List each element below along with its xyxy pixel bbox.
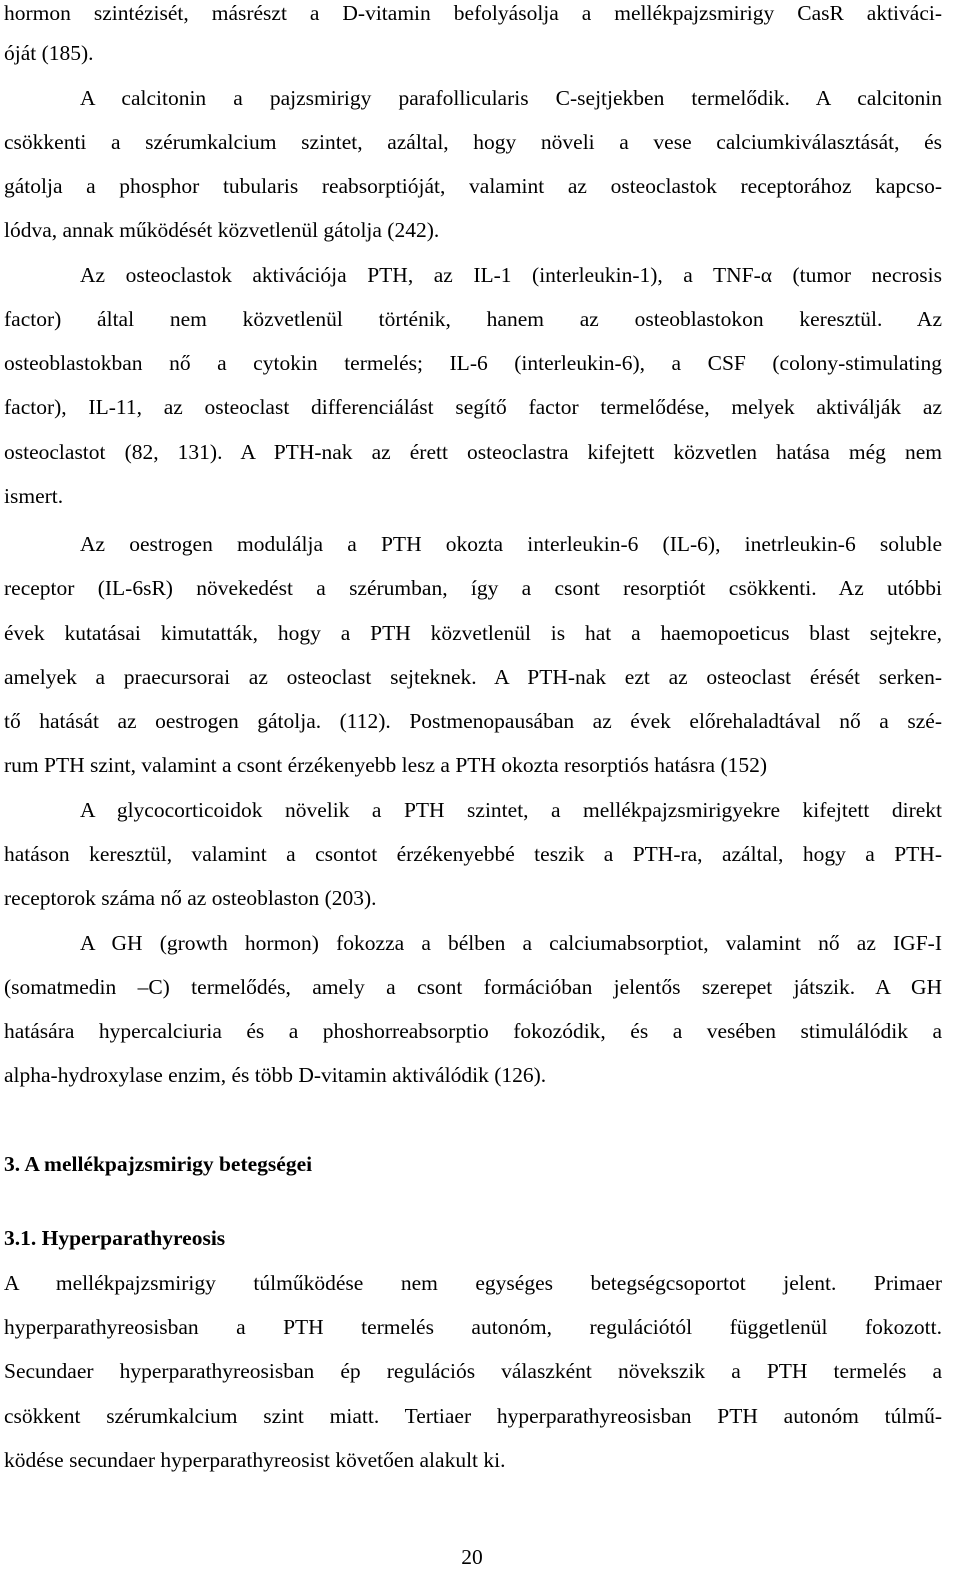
text-line: A mellékpajzsmirigy túlműködése nem egységes betegségcsoportot jelent. Primaer [4, 1271, 942, 1295]
text-line: A glycocorticoidok növelik a PTH szintet, a mellékpajzsmirigyekre kifejtett direkt [80, 798, 942, 822]
text-line: Az osteoclastok aktivációja PTH, az IL-1 (interleukin-1), a TNF-α (tumor necrosis [80, 263, 942, 287]
text-line: amelyek a praecursorai az osteoclast sejteknek. A PTH-nak ezt az osteoclast érését serken- [4, 665, 942, 689]
text-line: ködése secundaer hyperparathyreosist követően alakult ki. [4, 1448, 506, 1472]
text-line: lódva, annak működését közvetlenül gátolja (242). [4, 218, 440, 242]
text-line: hyperparathyreosisban a PTH termelés autonóm, regulációtól függetlenül fokozott. [4, 1315, 942, 1339]
text-line: csökkent szérumkalcium szint miatt. Tertiaer hyperparathyreosisban PTH autonóm túlmű- [4, 1404, 942, 1428]
text-line: factor) által nem közvetlenül történik, hanem az osteoblastokon keresztül. Az [4, 307, 942, 331]
text-line: factor), IL-11, az osteoclast differenciálást segítő factor termelődése, melyek aktiválják az [4, 395, 942, 419]
text-line: osteoclastot (82, 131). A PTH-nak az érett osteoclastra kifejtett közvetlen hatása még nem [4, 440, 942, 464]
text-line: ismert. [4, 484, 64, 508]
text-line: csökkenti a szérumkalcium szintet, azáltal, hogy növeli a vese calciumkiválasztását, és [4, 130, 942, 154]
page-number: 20 [461, 1545, 483, 1569]
text-line: alpha-hydroxylase enzim, és több D-vitamin aktiválódik (126). [4, 1063, 547, 1087]
text-line: tő hatását az oestrogen gátolja. (112). Postmenopausában az évek előrehaladtával nő a szé- [4, 709, 942, 733]
text-line: osteoblastokban nő a cytokin termelés; IL-6 (interleukin-6), a CSF (colony-stimulating [4, 351, 942, 375]
text-line: rum PTH szint, valamint a csont érzékenyebb lesz a PTH okozta resorptiós hatásra (152) [4, 753, 768, 777]
text-line: évek kutatásai kimutatták, hogy a PTH közvetlenül is hat a haemopoeticus blast sejtekre, [4, 621, 942, 645]
text-line: hatáson keresztül, valamint a csontot érzékenyebbé teszik a PTH-ra, azáltal, hogy a PTH- [4, 842, 942, 866]
text-line: Secundaer hyperparathyreosisban ép regulációs válaszként növekszik a PTH termelés a [4, 1359, 942, 1383]
subsection-heading: 3.1. Hyperparathyreosis [4, 1226, 226, 1250]
text-line: A calcitonin a pajzsmirigy parafollicularis C-sejtjekben termelődik. A calcitonin [80, 86, 942, 110]
text-line: receptor (IL-6sR) növekedést a szérumban, így a csont resorptiót csökkenti. Az utóbbi [4, 576, 942, 600]
text-line: hatására hypercalciuria és a phoshorreabsorptio fokozódik, és a vesében stimulálódik a [4, 1019, 942, 1043]
text-line: A GH (growth hormon) fokozza a bélben a calciumabsorptiot, valamint nő az IGF-I [80, 931, 942, 955]
text-line: (somatmedin –C) termelődés, amely a csont formációban jelentős szerepet játszik. A GH [4, 975, 942, 999]
text-line: Az oestrogen modulálja a PTH okozta interleukin-6 (IL-6), inetrleukin-6 soluble [80, 532, 942, 556]
section-heading: 3. A mellékpajzsmirigy betegségei [4, 1152, 313, 1176]
text-line: hormon szintézisét, másrészt a D-vitamin befolyásolja a mellékpajzsmirigy CasR aktiváci- [4, 1, 942, 25]
text-line: receptorok száma nő az osteoblaston (203). [4, 886, 377, 910]
text-line: óját (185). [4, 41, 94, 65]
text-line: gátolja a phosphor tubularis reabsorptióját, valamint az osteoclastok receptorához kapcso- [4, 174, 942, 198]
